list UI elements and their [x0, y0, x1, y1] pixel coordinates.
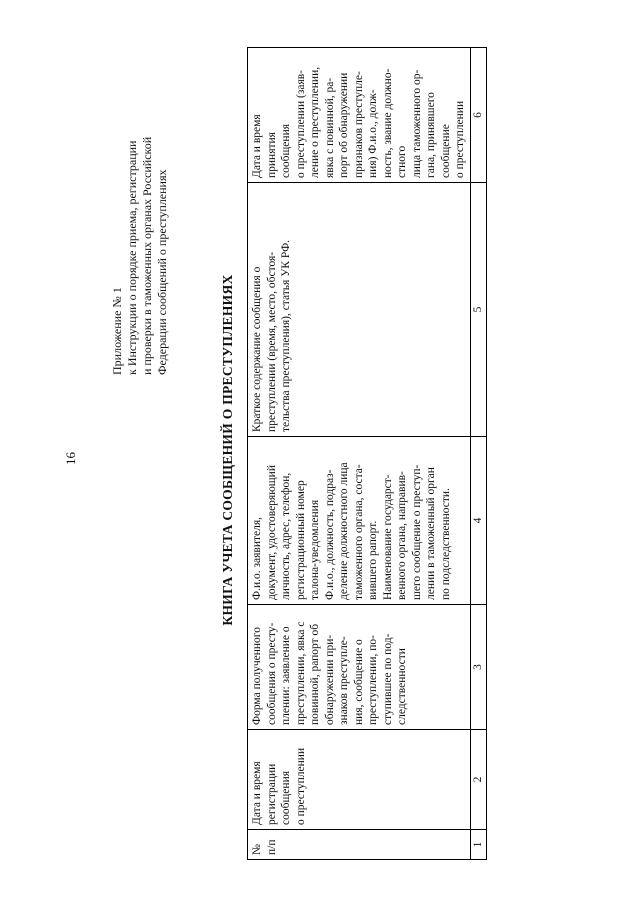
header-cell-line: признаков преступле-: [352, 71, 365, 178]
header-cell-acceptance: [248, 48, 471, 183]
header-cell-line: преступлении, по-: [367, 635, 379, 725]
appendix-line: и проверки в таможенных органах Российской: [140, 136, 154, 375]
header-cell-line: талона-уведомления: [309, 499, 321, 600]
header-cell-line: Дата и время: [251, 761, 263, 825]
registry-table: [247, 47, 487, 860]
header-cell-line: деление должностного лица: [338, 462, 350, 600]
header-cell-line: регистрации: [265, 763, 278, 825]
appendix-line: к Инструкции о порядке приема, регистрации: [125, 140, 139, 375]
header-cell-line: ление о преступлении,: [309, 66, 321, 178]
header-cell-line: Форма полученного: [251, 627, 263, 725]
page-number: 16: [63, 452, 78, 465]
header-cell-line: вившего рапорт.: [367, 520, 379, 600]
header-cell-line: №: [251, 844, 263, 855]
header-cell-line: преступлении (время, место, обстоя-: [265, 251, 278, 432]
header-cell-line: знаков преступле-: [338, 636, 350, 725]
column-number-cell: 2: [470, 730, 486, 830]
header-cell-line: явка с повинной, ра-: [323, 77, 336, 178]
header-cell-line: о преступлении (заяв-: [294, 69, 307, 178]
header-cell-line: венного органа, направив-: [396, 471, 408, 600]
header-cell-line: Краткое содержание сообщения о: [251, 266, 263, 432]
header-cell-line: сообщения: [280, 770, 292, 825]
header-cell-line: по подследственности.: [439, 488, 452, 600]
header-cell-number: [248, 830, 471, 860]
header-cell-line: ния) Ф.и.о., долж-: [367, 89, 379, 178]
header-cell-line: следственности: [396, 648, 408, 725]
header-cell-line: порт об обнаружении: [338, 72, 350, 178]
header-cell-line: о преступлении: [294, 747, 307, 825]
header-cell-report-form: [248, 605, 471, 730]
rotated-landscape-content: [20, 20, 620, 880]
header-cell-line: плении: заявление о: [280, 626, 292, 725]
header-cell-line: ступившее по под-: [381, 633, 394, 725]
column-number-cell: 4: [470, 437, 486, 605]
column-number-cell: 3: [470, 605, 486, 730]
header-cell-line: регистрационный номер: [294, 480, 307, 600]
header-cell-line: стного: [396, 145, 408, 178]
header-cell-line: преступлении, явка с: [294, 621, 307, 725]
header-cell-line: принятия: [265, 132, 278, 178]
appendix-line: Приложение № 1: [110, 287, 124, 375]
header-cell-line: шего сообщение о преступ-: [410, 464, 423, 600]
header-cell-line: Ф.и.о. заявителя,: [251, 516, 263, 600]
header-cell-line: п/п: [265, 839, 278, 855]
appendix-note: [110, 137, 170, 375]
appendix-line: Федерации сообщений о преступлениях: [155, 169, 169, 375]
header-cell-line: повинной, рапорт об: [309, 623, 321, 725]
header-cell-line: лении в таможенный орган: [425, 467, 437, 600]
table-header-row: [248, 48, 471, 860]
header-cell-line: сообщения о престу-: [265, 622, 278, 725]
header-cell-line: Дата и время: [251, 114, 263, 178]
header-cell-line: ния, сообщение о: [352, 639, 365, 725]
header-cell-line: тельства преступления), статья УК РФ.: [280, 239, 292, 432]
header-cell-line: о преступлении: [454, 100, 466, 178]
header-cell-summary: [248, 183, 471, 437]
column-number-cell: 5: [470, 183, 486, 437]
header-cell-line: документ, удостоверяющий: [265, 465, 278, 600]
header-cell-line: сообщение: [439, 124, 452, 178]
header-cell-line: личность, адрес, телефон,: [280, 472, 292, 600]
header-cell-line: Ф.и.о., должность, подраз-: [323, 469, 336, 600]
header-cell-line: ность, звание должно-: [381, 68, 394, 178]
book-title: КНИГА УЧЕТА СООБЩЕНИЙ О ПРЕСТУПЛЕНИЯХ: [220, 274, 235, 626]
header-cell-line: лица таможенного ор-: [410, 69, 423, 178]
header-cell-registration-date: [248, 730, 471, 830]
header-cell-applicant: [248, 437, 471, 605]
column-number-cell: 1: [470, 830, 486, 860]
header-cell-line: таможенного органа, соста-: [352, 464, 365, 600]
header-cell-line: Наименование государст-: [381, 474, 394, 600]
column-number-row: [470, 48, 486, 860]
header-cell-line: обнаружении при-: [323, 634, 336, 725]
header-cell-line: гана, принявшего: [425, 92, 437, 178]
column-number-cell: 6: [470, 48, 486, 183]
header-cell-line: сообщения: [280, 123, 292, 178]
